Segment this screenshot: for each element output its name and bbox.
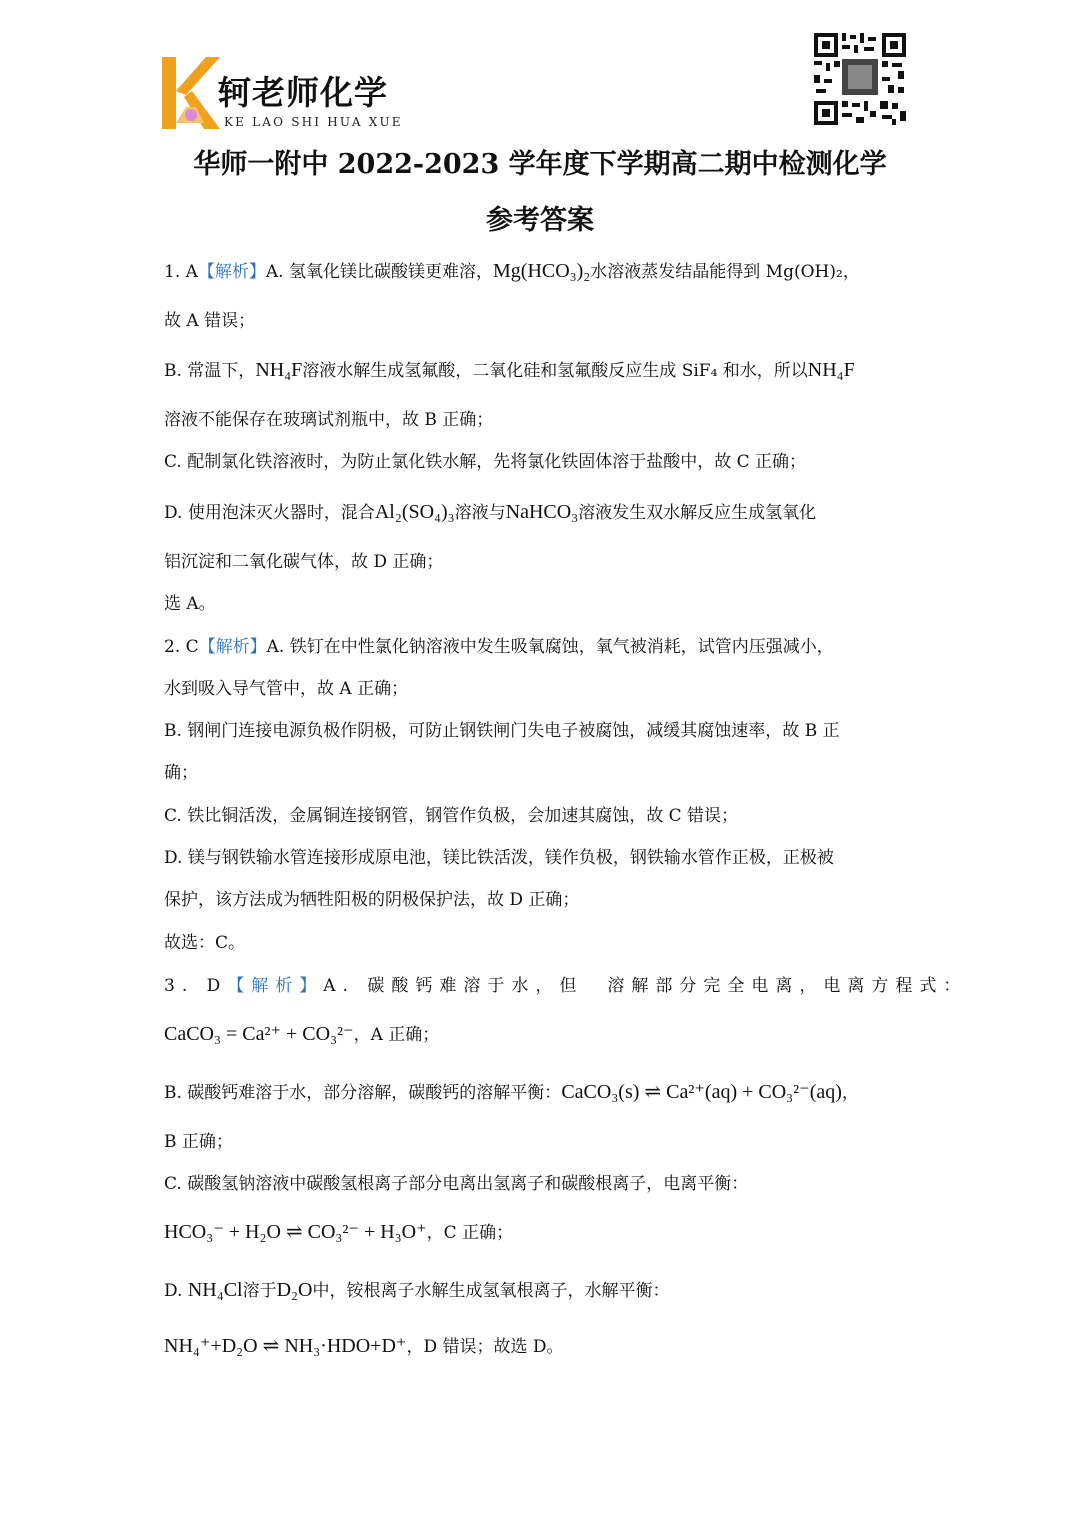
q2-a-cont: 水到吸入导气管中，故 A 正确； bbox=[164, 679, 409, 699]
q2-c-line: C. 铁比铜活泼，金属铜连接钢管，钢管作负极，会加速其腐蚀，故 C 错误； bbox=[164, 806, 739, 826]
q1-d-cont: 铝沉淀和二氧化碳气体，故 D 正确； bbox=[164, 552, 444, 572]
q2-a-line: 2. C【解析】A. 铁钉在中性氯化钠溶液中发生吸氧腐蚀，氧气被消耗，试管内压强减小， bbox=[164, 637, 834, 657]
q1-c-line: C. 配制氯化铁溶液时，为防止氯化铁水解，先将氯化铁固体溶于盐酸中，故 C 正确； bbox=[164, 452, 807, 472]
q1-d-line: D. 使用泡沫灭火器时，混合Al₂(SO₄)₃溶液与NaHCO₃溶液发生双水解反应生成氢氧化 bbox=[164, 501, 817, 523]
q1-formula-nh4f: NH₄F bbox=[255, 359, 303, 381]
q3-b-cont: B 正确； bbox=[164, 1132, 233, 1152]
q1-formula-mghco3: Mg(HCO₃)₂ bbox=[493, 260, 591, 282]
q1-formula-nh4f-2: NH₄F bbox=[807, 359, 855, 381]
q1-b-cont: 溶液不能保存在玻璃试剂瓶中，故 B 正确； bbox=[164, 410, 494, 430]
q3-tag: 解析 bbox=[251, 976, 300, 996]
q3-formula-d2o: D₂O bbox=[276, 1279, 313, 1301]
logo-subtitle: KE LAO SHI HUA XUE bbox=[224, 115, 403, 129]
q3-equation-c: HCO₃⁻ + H₂O ⇌ CO₃²⁻ + H₃O⁺ bbox=[164, 1221, 427, 1243]
q2-tag: 解析 bbox=[215, 637, 250, 657]
q3-a-line: 3. D【解析】A. 碳酸钙难溶于水，但 溶解部分完全电离，电离方程式： bbox=[164, 976, 968, 996]
q3-a-eq-line: CaCO₃ = Ca²⁺ + CO₃²⁻，A 正确； bbox=[164, 1023, 440, 1045]
q3-equation-b: CaCO₃(s) ⇌ Ca²⁺(aq) + CO₃²⁻(aq) bbox=[561, 1081, 842, 1103]
q3-c-line: C. 碳酸氢钠溶液中碳酸氢根离子部分电离出氢离子和碳酸根离子，电离平衡： bbox=[164, 1174, 749, 1194]
q2-b-line: B. 钢闸门连接电源负极作阴极，可防止钢铁闸门失电子被腐蚀，减缓其腐蚀速率，故 B 正 bbox=[164, 721, 840, 741]
q3-equation-d: NH₄⁺+D₂O ⇌ NH₃·HDO+D⁺ bbox=[164, 1335, 407, 1357]
q1-formula-al2so43: Al₂(SO₄)₃ bbox=[374, 501, 455, 523]
q2-answer: 故选：C。 bbox=[164, 933, 246, 953]
q1-answer: 选 A。 bbox=[164, 594, 216, 614]
page-title: 华师一附中 2022-2023 学年度下学期高二期中检测化学 bbox=[193, 149, 887, 180]
q3-c-eq-line: HCO₃⁻ + H₂O ⇌ CO₃²⁻ + H₃O⁺，C 正确； bbox=[164, 1221, 514, 1243]
q1-a-line: 1. A【解析】A. 氢氧化镁比碳酸镁更难溶，Mg(HCO₃)₂水溶液蒸发结晶能得到 Mg(OH)₂， bbox=[164, 260, 860, 282]
k-logo-icon bbox=[162, 57, 220, 129]
q1-b-line: B. 常温下，NH₄F溶液水解生成氢氟酸，二氧化硅和氢氟酸反应生成 SiF₄ 和水，所以NH₄F bbox=[164, 359, 855, 381]
q1-number: 1. A bbox=[164, 262, 198, 282]
qr-code-icon bbox=[812, 31, 908, 127]
logo-title: 轲老师化学 bbox=[218, 73, 388, 112]
q1-tag: 解析 bbox=[214, 262, 249, 282]
q3-equation-a: CaCO₃ = Ca²⁺ + CO₃²⁻ bbox=[164, 1023, 354, 1045]
page-subtitle: 参考答案 bbox=[486, 205, 594, 236]
q2-d-cont: 保护，该方法成为牺牲阳极的阴极保护法，故 D 正确； bbox=[164, 890, 580, 910]
q3-number: 3. D bbox=[164, 976, 228, 996]
q1-formula-nahco3: NaHCO₃ bbox=[505, 501, 579, 523]
q3-d-eq-line: NH₄⁺+D₂O ⇌ NH₃·HDO+D⁺，D 错误；故选 D。 bbox=[164, 1335, 564, 1357]
q2-number: 2. C bbox=[164, 637, 199, 657]
q3-b-line: B. 碳酸钙难溶于水，部分溶解，碳酸钙的溶解平衡：CaCO₃(s) ⇌ Ca²⁺(aq) + CO₃²⁻(aq)， bbox=[164, 1081, 859, 1103]
logo bbox=[162, 57, 412, 132]
q2-b-cont: 确； bbox=[164, 763, 198, 783]
q3-d-line: D. NH₄Cl溶于D₂O中，铵根离子水解生成氢氧根离子，水解平衡： bbox=[164, 1279, 670, 1301]
q1-a-cont: 故 A 错误； bbox=[164, 311, 256, 331]
q3-formula-nh4cl: NH₄Cl bbox=[187, 1279, 243, 1301]
q2-d-line: D. 镁与钢铁输水管连接形成原电池，镁比铁活泼，镁作负极，钢铁输水管作正极，正极被 bbox=[164, 848, 834, 868]
